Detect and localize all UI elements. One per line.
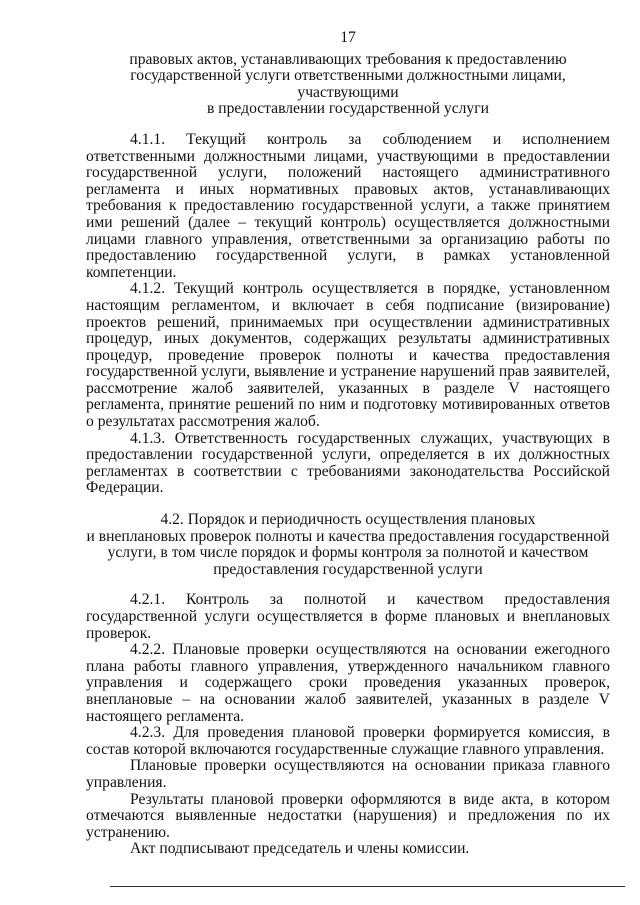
paragraph-inspection-results: Результаты плановой проверки оформляются в виде акта, в котором отмечаются выявленные недостатки (нарушения) и предложения по их устранению.	[86, 790, 610, 841]
heading-line: предоставления государственной услуги	[213, 560, 483, 578]
heading-line: и внеплановых проверок полноты и качества предоставления государственной	[86, 527, 610, 545]
section-heading-4-2	[86, 512, 610, 578]
bottom-rule-line	[110, 886, 625, 887]
heading-line: правовых актов, устанавливающих требования к предоставлению	[129, 50, 567, 68]
paragraph-4-1-3: 4.1.3. Ответственность государственных служащих, участвующих в предоставлении государственной услуги, определяется в их должностных регламентах в соответствии с требованиями законодательства Российской Федерации.	[86, 429, 610, 497]
paragraph-planned-inspections-basis: Плановые проверки осуществляются на основании приказа главного управления.	[86, 757, 610, 791]
page-number: 17	[340, 29, 356, 46]
paragraph-act-signing: Акт подписывают председатель и члены комиссии.	[130, 840, 470, 858]
paragraph-4-2-2: 4.2.2. Плановые проверки осуществляются на основании ежегодного плана работы главного управления, утвержденного начальником главного управления и содержащего сроки проведения указанных проверок, внеплановые – на основании жалоб заявителей, указанных в разделе V настоящего регламента.	[86, 641, 610, 725]
paragraph-4-1-1: 4.1.1. Текущий контроль за соблюдением и исполнением ответственными должностными лицами, участвующими в предоставлении государственной услуги, положений настоящего административного регламента и иных нормативных правовых актов, устанавливающих требования к предоставлению государственной услуги, а также принятием ими решений (далее – текущий контроль) осуществляется должностными лицами главного управления, ответственными за организацию работы по предоставлению государственной услуги, в рамках установленной компетенции.	[86, 130, 610, 281]
paragraph-4-2-1: 4.2.1. Контроль за полнотой и качеством предоставления государственной услуги осуществляется в форме плановых и внеплановых проверок.	[86, 591, 610, 642]
section-heading-continuation	[86, 52, 610, 118]
heading-line: государственной услуги ответственными должностными лицами, участвующими	[130, 67, 566, 101]
heading-line: услуги, в том числе порядок и формы контроля за полнотой и качеством	[107, 544, 589, 562]
paragraph-4-2-3: 4.2.3. Для проведения плановой проверки формируется комиссия, в состав которой включаются государственные служащие главного управления.	[86, 724, 610, 758]
document-page	[86, 30, 610, 858]
heading-line: 4.2. Порядок и периодичность осуществления плановых	[160, 511, 536, 529]
heading-line: в предоставлении государственной услуги	[207, 100, 489, 118]
paragraph-4-1-2: 4.1.2. Текущий контроль осуществляется в порядке, установленном настоящим регламентом, и включает в себя подписание (визирование) проектов решений, принимаемых при осуществлении административных процедур, иных документов, содержащих результаты административных процедур, проведение проверок полноты и качества предоставления государственной услуги, выявление и устранение нарушений прав заявителей, рассмотрение жалоб заявителей, указанных в разделе V настоящего регламента, принятие решений по ним и подготовку мотивированных ответов о результатах рассмотрения жалоб.	[86, 280, 610, 431]
